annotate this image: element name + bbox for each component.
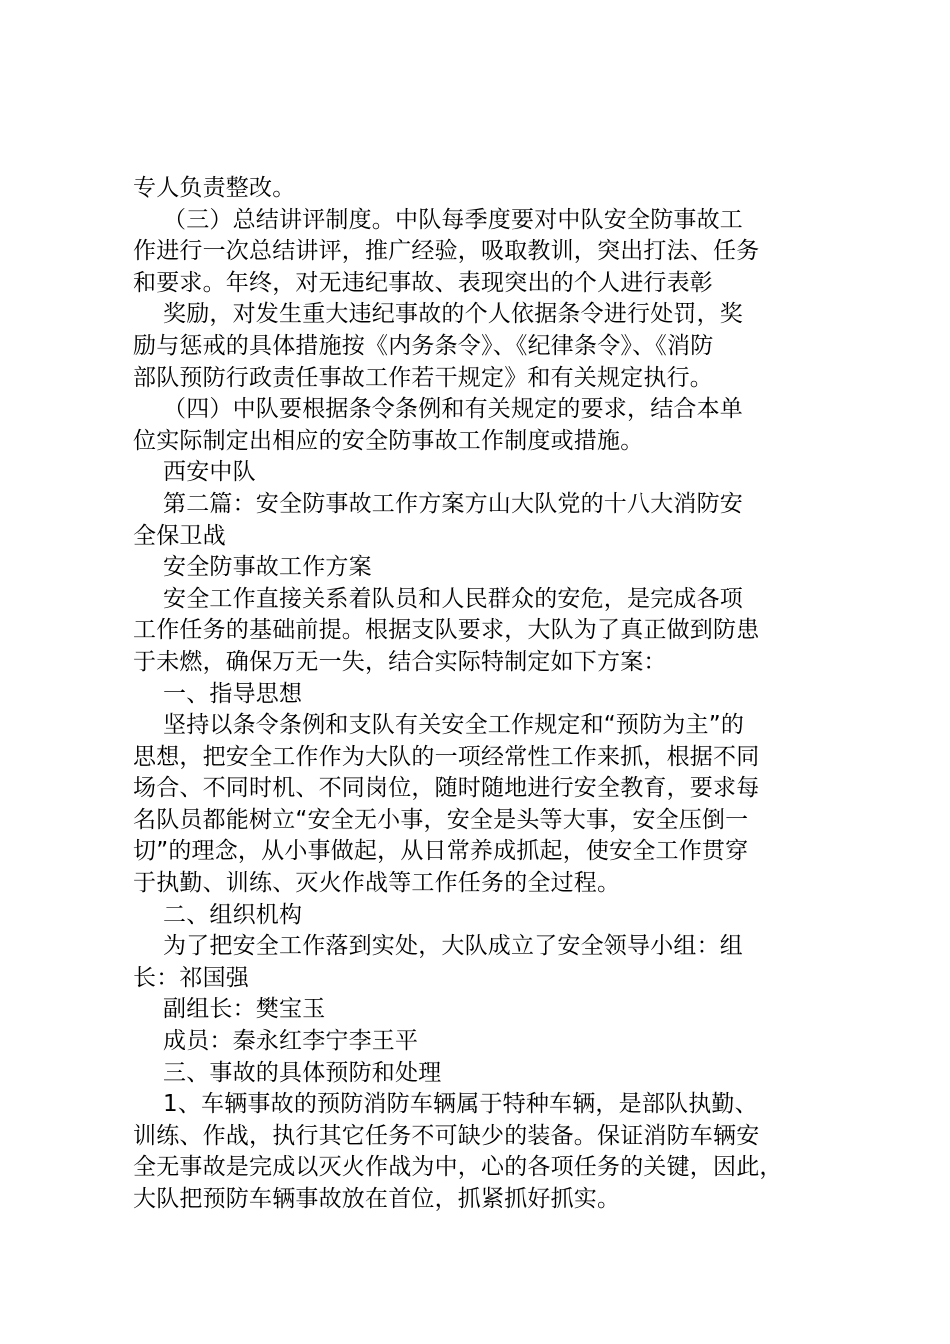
text-line: 长：祁国强 [133,964,249,991]
text-line: 部队预防行政责任事故工作若干规定》和有关规定执行。 [133,364,713,391]
text-line: 1、车辆事故的预防消防车辆属于特种车辆，是部队执勤、 [163,1091,758,1118]
text-line: 奖励，对发生重大违纪事故的个人依据条令进行处罚，奖 [163,301,743,328]
text-line: 二、组织机构 [163,901,303,928]
text-line: 安全工作直接关系着队员和人民群众的安危，是完成各项 [163,585,743,612]
text-line: 安全防事故工作方案 [163,554,372,581]
text-line: 思想，把安全工作作为大队的一项经常性工作来抓，根据不同 [133,743,760,770]
text-line: 为了把安全工作落到实处，大队成立了安全领导小组：组 [163,933,743,960]
text-line: 全无事故是完成以灭火作战为中，心的各项任务的关键，因此， [133,1154,783,1181]
text-line: 于执勤、训练、灭火作战等工作任务的全过程。 [133,870,621,897]
text-line: （三）总结讲评制度。中队每季度要对中队安全防事故工 [163,206,743,233]
text-line: 训练、作战，执行其它任务不可缺少的装备。保证消防车辆安 [133,1122,760,1149]
text-line: 全保卫战 [133,522,226,549]
text-line: 专人负责整改。 [133,175,296,201]
text-line: 一、指导思想 [163,680,303,707]
text-line: 成员：秦永红李宁李王平 [163,1028,419,1055]
text-line: 副组长：樊宝玉 [163,996,326,1023]
text-line: 场合、不同时机、不同岗位，随时随地进行安全教育，要求每 [133,775,760,802]
text-line: 名队员都能树立“安全无小事，安全是头等大事，安全压倒一 [133,806,749,833]
text-line: 作进行一次总结讲评，推广经验，吸取教训，突出打法、任务 [133,238,760,265]
text-line: 西安中队 [163,459,256,486]
text-line: 第二篇：安全防事故工作方案方山大队党的十八大消防安 [163,490,743,517]
text-line: 坚持以条令条例和支队有关安全工作规定和“预防为主”的 [163,712,745,739]
text-line: 励与惩戒的具体措施按《内务条令》、《纪律条令》、《消防 [133,332,714,359]
text-line: 位实际制定出相应的安全防事故工作制度或措施。 [133,427,644,454]
text-line: 切”的理念，从小事做起，从日常养成抓起，使安全工作贯穿 [133,838,749,865]
text-line: （四）中队要根据条令条例和有关规定的要求，结合本单 [163,396,743,423]
text-line: 三、事故的具体预防和处理 [163,1059,442,1086]
text-line: 于未燃，确保万无一失，结合实际特制定如下方案： [133,648,667,675]
text-line: 工作任务的基础前提。根据支队要求，大队为了真正做到防患 [133,617,760,644]
document-body [133,173,853,1216]
text-line: 大队把预防车辆事故放在首位，抓紧抓好抓实。 [133,1186,621,1212]
text-line: 和要求。年终，对无违纪事故、表现突出的个人进行表彰 [133,269,713,296]
